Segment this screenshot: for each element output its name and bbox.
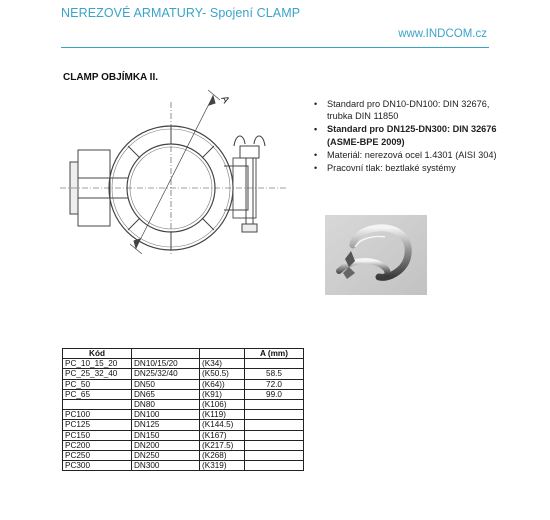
- bullet-icon: •: [314, 99, 318, 109]
- header-divider: [61, 47, 489, 48]
- bullet-icon: •: [314, 124, 318, 135]
- cell-dn: DN150: [132, 430, 200, 440]
- table-row: [63, 430, 304, 440]
- cell-k: (K268): [200, 451, 245, 461]
- table-header-row: [63, 349, 304, 359]
- cell-a: [245, 451, 304, 461]
- spec-item: [312, 123, 512, 147]
- header-dn: [132, 349, 200, 359]
- cell-a: [245, 400, 304, 410]
- section-title: CLAMP OBJÍMKA II.: [63, 72, 159, 83]
- table-row: [63, 359, 304, 369]
- spec-text: Standard pro DN10-DN100: DIN 32676, trubka DIN 11850: [327, 99, 490, 122]
- cell-code: [63, 400, 132, 410]
- spec-item: [312, 98, 512, 122]
- spec-text: Standard pro DN125-DN300: DIN 32676 (ASME-BPE 2009): [327, 124, 497, 147]
- cell-k: (K319): [200, 461, 245, 471]
- cell-dn: DN65: [132, 389, 200, 399]
- table-row: [63, 461, 304, 471]
- cell-code: PC250: [63, 451, 132, 461]
- clamp-product-photo: [325, 215, 427, 295]
- cell-a: 72.0: [245, 379, 304, 389]
- spec-text: Pracovní tlak: beztlaké systémy: [327, 163, 456, 174]
- cell-code: PC300: [63, 461, 132, 471]
- dimension-label-a: A: [218, 94, 232, 106]
- table-row: [63, 389, 304, 399]
- bullet-icon: •: [314, 149, 318, 160]
- table-row: [63, 379, 304, 389]
- bullet-icon: •: [314, 163, 318, 174]
- table-row: [63, 440, 304, 450]
- cell-a: [245, 410, 304, 420]
- cell-code: PC150: [63, 430, 132, 440]
- header-a-mm: A (mm): [245, 349, 304, 359]
- cell-dn: DN10/15/20: [132, 359, 200, 369]
- cell-dn: DN50: [132, 379, 200, 389]
- table-row: [63, 400, 304, 410]
- cell-a: 58.5: [245, 369, 304, 379]
- cell-code: PC_50: [63, 379, 132, 389]
- clamp-technical-drawing: [58, 86, 290, 254]
- header-k: [200, 349, 245, 359]
- spec-list: [312, 98, 512, 175]
- cell-a: [245, 420, 304, 430]
- cell-k: (K144.5): [200, 420, 245, 430]
- header-code: Kód: [63, 349, 132, 359]
- cell-code: PC_65: [63, 389, 132, 399]
- cell-a: [245, 440, 304, 450]
- spec-table: [62, 348, 304, 471]
- cell-k: (K64)): [200, 379, 245, 389]
- cell-code: PC_10_15_20: [63, 359, 132, 369]
- cell-code: PC_25_32_40: [63, 369, 132, 379]
- cell-a: [245, 430, 304, 440]
- table-row: [63, 369, 304, 379]
- spec-item: [312, 162, 512, 174]
- cell-code: PC200: [63, 440, 132, 450]
- table-row: [63, 451, 304, 461]
- cell-dn: DN100: [132, 410, 200, 420]
- table-row: [63, 420, 304, 430]
- header-title: NEREZOVÉ ARMATURY- Spojení CLAMP: [61, 6, 301, 20]
- cell-k: (K217.5): [200, 440, 245, 450]
- table-row: [63, 410, 304, 420]
- spec-text: Materiál: nerezová ocel 1.4301 (AISI 304): [327, 149, 497, 160]
- cell-k: (K50.5): [200, 369, 245, 379]
- cell-dn: DN250: [132, 451, 200, 461]
- cell-code: PC100: [63, 410, 132, 420]
- cell-a: [245, 359, 304, 369]
- spec-item: [312, 149, 512, 161]
- cell-dn: DN200: [132, 440, 200, 450]
- cell-k: (K167): [200, 430, 245, 440]
- cell-dn: DN80: [132, 400, 200, 410]
- cell-a: 99.0: [245, 389, 304, 399]
- cell-k: (K91): [200, 389, 245, 399]
- cell-a: [245, 461, 304, 471]
- cell-code: PC125: [63, 420, 132, 430]
- cell-k: (K119): [200, 410, 245, 420]
- cell-k: (K34): [200, 359, 245, 369]
- cell-dn: DN300: [132, 461, 200, 471]
- cell-k: (K106): [200, 400, 245, 410]
- cell-dn: DN125: [132, 420, 200, 430]
- cell-dn: DN25/32/40: [132, 369, 200, 379]
- header-url[interactable]: www.INDCOM.cz: [398, 28, 487, 40]
